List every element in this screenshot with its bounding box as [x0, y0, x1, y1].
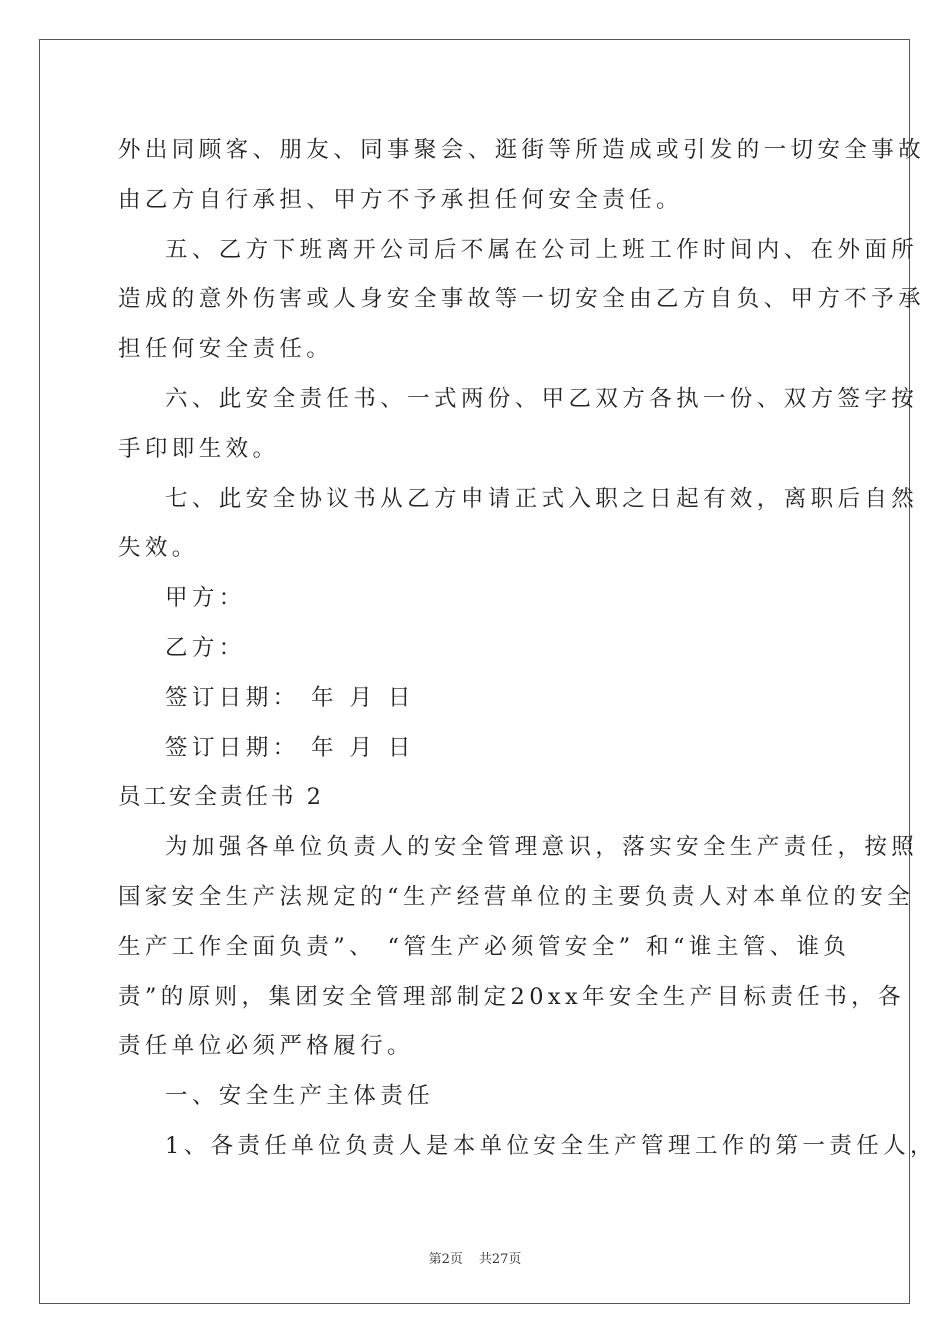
paragraph-line: 国家安全生产法规定的“生产经营单位的主要负责人对本单位的安全	[118, 883, 915, 910]
paragraph-line: 责”的原则，集团安全管理部制定20xx年安全生产目标责任书，各	[118, 983, 905, 1010]
page-footer	[0, 1248, 950, 1267]
page-total: 共27页	[478, 1252, 522, 1267]
paragraph-line: 失效。	[118, 535, 199, 562]
paragraph-line: 由乙方自行承担、甲方不予承担任何安全责任。	[118, 186, 683, 213]
paragraph-line: 外出同顾客、朋友、同事聚会、逛街等所造成或引发的一切安全事故	[118, 137, 926, 163]
section-title: 员工安全责任书 2	[118, 784, 324, 811]
paragraph-line: 责任单位必须严格履行。	[118, 1033, 414, 1060]
document-body	[118, 126, 937, 1172]
clause-six: 六、此安全责任书、一式两份、甲乙双方各执一份、双方签字按	[165, 385, 919, 412]
signing-date-a: 签订日期： 年 月 日	[165, 684, 415, 711]
paragraph-line: 担任何安全责任。	[118, 336, 334, 363]
paragraph-line: 生产工作全面负责”、 “管生产必须管安全” 和“谁主管、谁负	[118, 933, 851, 960]
paragraph-line: 手印即生效。	[118, 435, 280, 462]
subsection-title: 一、安全生产主体责任	[165, 1083, 435, 1110]
paragraph-line: 造成的意外伤害或人身安全事故等一切安全由乙方自负、甲方不予承	[118, 286, 926, 313]
party-a-label: 甲方：	[165, 585, 246, 612]
clause-seven: 七、此安全协议书从乙方申请正式入职之日起有效，离职后自然	[165, 485, 919, 512]
intro-paragraph-line: 为加强各单位负责人的安全管理意识，落实安全生产责任，按照	[165, 834, 919, 861]
party-b-label: 乙方：	[165, 634, 246, 661]
clause-five: 五、乙方下班离开公司后不属在公司上班工作时间内、在外面所	[165, 236, 919, 263]
signing-date-b: 签订日期： 年 月 日	[165, 734, 415, 761]
list-item: 1、各责任单位负责人是本单位安全生产管理工作的第一责任人，	[165, 1132, 937, 1159]
page-number: 第2页	[428, 1252, 463, 1267]
